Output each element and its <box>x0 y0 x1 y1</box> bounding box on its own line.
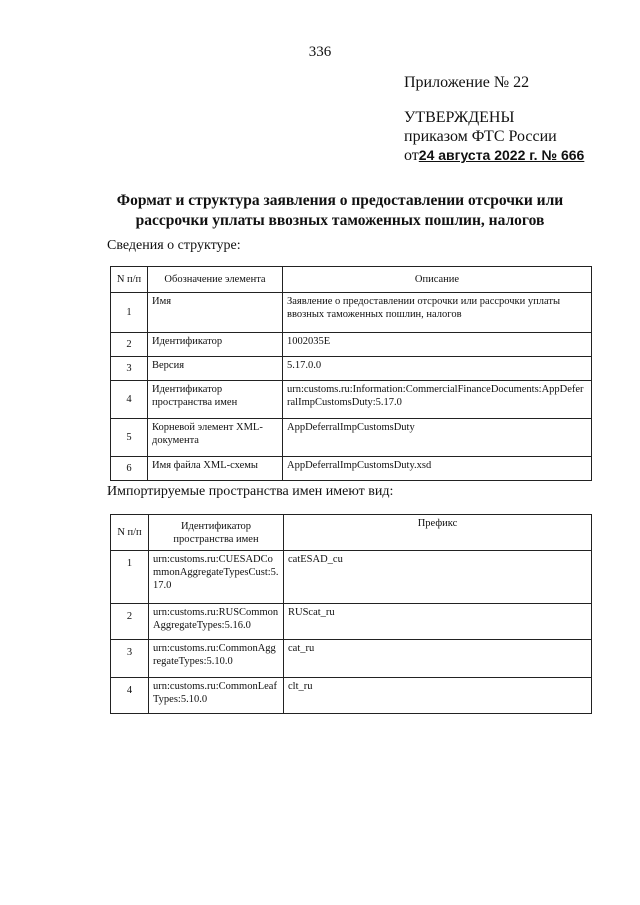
title-line-2: рассрочки уплаты ввозных таможенных пошлин, налогов <box>135 212 545 229</box>
header-element: Обозначение элемента <box>148 267 283 293</box>
table-row <box>111 678 592 714</box>
row-number: 2 <box>111 333 148 357</box>
row-number: 3 <box>111 640 149 678</box>
approved-date-stamp: 24 августа 2022 г. № 666 <box>418 147 585 163</box>
header-prefix: Префикс <box>284 515 592 551</box>
element-description: 1002035E <box>283 333 592 357</box>
table-row <box>111 551 592 604</box>
namespaces-table <box>110 514 592 714</box>
approval-block <box>404 108 584 165</box>
approved-title: УТВЕРЖДЕНЫ <box>404 109 515 126</box>
namespace-prefix: clt_ru <box>284 678 592 714</box>
header-description: Описание <box>283 267 592 293</box>
table-row <box>111 357 592 381</box>
table-row <box>111 419 592 457</box>
element-description: urn:customs.ru:Information:CommercialFinanceDocuments:AppDeferralImpCustomsDuty:5.17.0 <box>283 381 592 419</box>
element-name: Корневой элемент XML-документа <box>148 419 283 457</box>
row-number: 1 <box>111 551 149 604</box>
table-row <box>111 457 592 481</box>
table-row <box>111 640 592 678</box>
appendix-label: Приложение № 22 <box>404 74 530 91</box>
row-number: 6 <box>111 457 148 481</box>
namespace-id: urn:customs.ru:CommonAggregateTypes:5.10.0 <box>149 640 284 678</box>
element-description: AppDeferralImpCustomsDuty <box>283 419 592 457</box>
approved-by: приказом ФТС России <box>404 128 557 145</box>
element-name: Идентификатор пространства имен <box>148 381 283 419</box>
element-name: Имя <box>148 293 283 333</box>
element-description: AppDeferralImpCustomsDuty.xsd <box>283 457 592 481</box>
element-name: Версия <box>148 357 283 381</box>
namespace-id: urn:customs.ru:CUESADCommonAggregateTypesCust:5.17.0 <box>149 551 284 604</box>
header-namespace-id: Идентификатор пространства имен <box>149 515 284 551</box>
namespaces-intro: Импортируемые пространства имен имеют вид: <box>107 484 394 499</box>
document-title <box>80 191 600 231</box>
row-number: 4 <box>111 381 148 419</box>
namespace-prefix: catESAD_cu <box>284 551 592 604</box>
row-number: 2 <box>111 604 149 640</box>
row-number: 1 <box>111 293 148 333</box>
element-description: Заявление о предоставлении отсрочки или рассрочки уплаты ввозных таможенных пошлин, налогов <box>283 293 592 333</box>
table-row <box>111 333 592 357</box>
row-number: 5 <box>111 419 148 457</box>
row-number: 4 <box>111 678 149 714</box>
table-row <box>111 604 592 640</box>
title-line-1: Формат и структура заявления о предоставлении отсрочки или <box>116 192 564 209</box>
header-n: N п/п <box>111 515 149 551</box>
element-name: Идентификатор <box>148 333 283 357</box>
namespace-id: urn:customs.ru:CommonLeafTypes:5.10.0 <box>149 678 284 714</box>
namespace-prefix: cat_ru <box>284 640 592 678</box>
approved-prefix: от <box>404 147 419 164</box>
table-row <box>111 381 592 419</box>
element-description: 5.17.0.0 <box>283 357 592 381</box>
structure-intro: Сведения о структуре: <box>107 238 241 253</box>
header-n: N п/п <box>111 267 148 293</box>
namespace-id: urn:customs.ru:RUSCommonAggregateTypes:5.16.0 <box>149 604 284 640</box>
page-number: 336 <box>308 44 332 60</box>
table-row <box>111 293 592 333</box>
structure-table <box>110 266 592 481</box>
element-name: Имя файла XML-схемы <box>148 457 283 481</box>
namespace-prefix: RUScat_ru <box>284 604 592 640</box>
row-number: 3 <box>111 357 148 381</box>
approval-line <box>404 146 584 165</box>
